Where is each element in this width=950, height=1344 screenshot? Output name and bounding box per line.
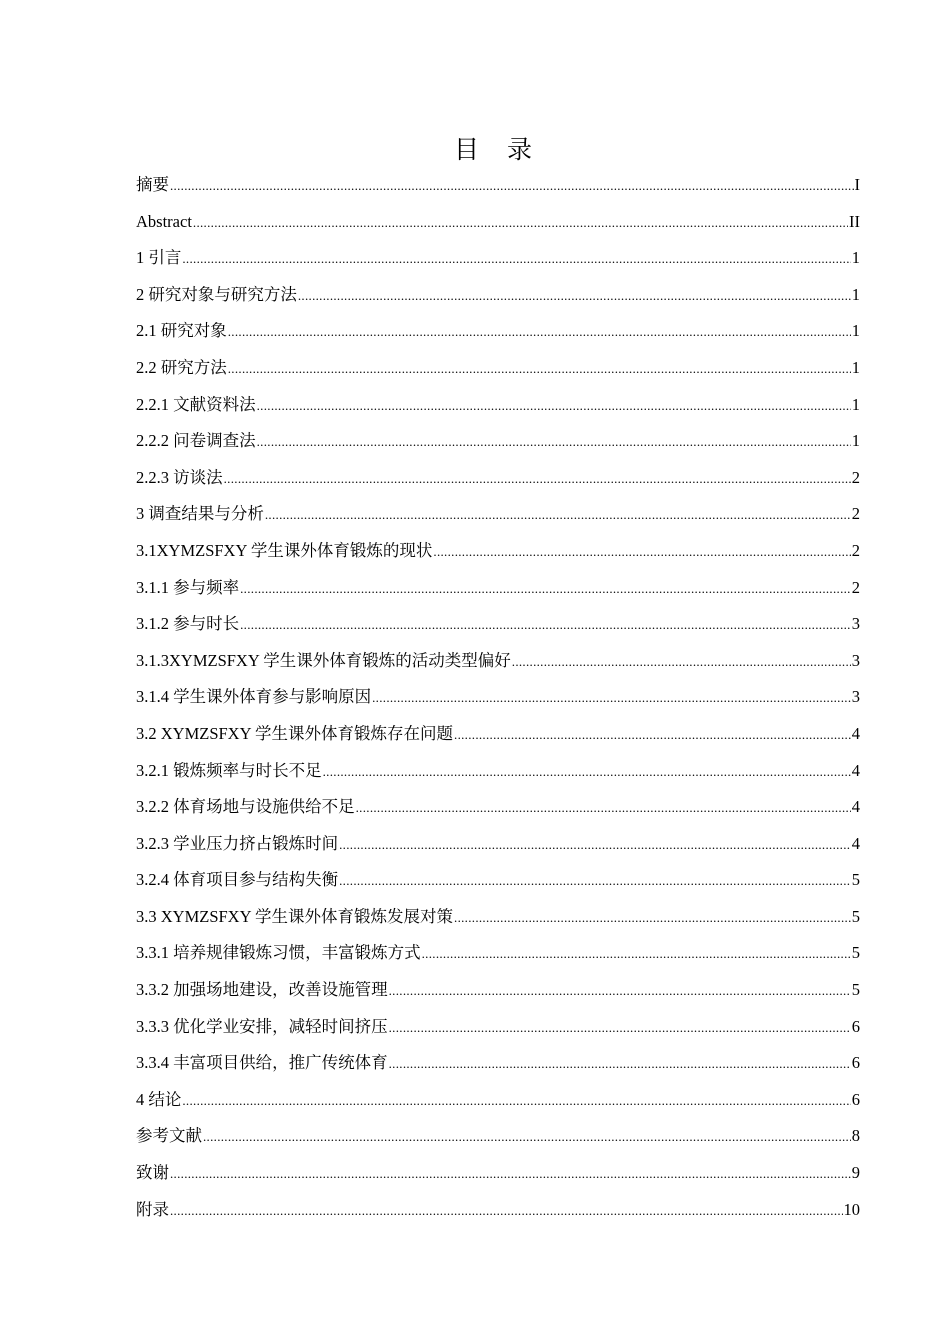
- toc-entry-page-number: 1: [851, 357, 860, 377]
- toc-leader-dots: [203, 1119, 851, 1156]
- toc-leader-dots: [422, 936, 851, 973]
- toc-entry-page-number: II: [849, 211, 860, 231]
- toc-entry-label: 3.2.2 体育场地与设施供给不足: [136, 797, 355, 817]
- toc-entry-label: 3 调查结果与分析: [136, 504, 264, 524]
- toc-leader-dots: [323, 754, 851, 791]
- toc-entry-page-number: 1: [851, 248, 860, 268]
- toc-entry[interactable]: [136, 313, 860, 350]
- toc-entry-page-number: 5: [851, 870, 860, 890]
- toc-entry-label: 1 引言: [136, 248, 182, 268]
- toc-leader-dots: [372, 680, 851, 717]
- toc-entry-label: 3.3.3 优化学业安排，减轻时间挤压: [136, 1016, 388, 1036]
- toc-entry-label: 参考文献: [136, 1126, 202, 1146]
- toc-entry[interactable]: [136, 1155, 860, 1192]
- toc-entry-label: 3.1.2 参与时长: [136, 614, 240, 634]
- toc-entry[interactable]: [136, 753, 860, 790]
- toc-entry[interactable]: [136, 350, 860, 387]
- toc-entry-label: 2.1 研究对象: [136, 321, 227, 341]
- toc-entry-page-number: 6: [851, 1053, 860, 1073]
- toc-entry[interactable]: [136, 1192, 860, 1229]
- toc-entry-page-number: 5: [851, 980, 860, 1000]
- toc-entry-page-number: 1: [851, 321, 860, 341]
- toc-entry-label: 3.2.3 学业压力挤占锻炼时间: [136, 833, 339, 853]
- toc-entry[interactable]: [136, 460, 860, 497]
- toc-entry-page-number: 5: [851, 906, 860, 926]
- toc-entry-page-number: 2: [851, 467, 860, 487]
- toc-entry-label: 2 研究对象与研究方法: [136, 284, 297, 304]
- toc-entry-label: 3.2.1 锻炼频率与时长不足: [136, 760, 322, 780]
- toc-entry-label: 4 结论: [136, 1089, 182, 1109]
- toc-leader-dots: [170, 168, 854, 205]
- toc-entry-label: 3.2 XYMZSFXY 学生课外体育锻炼存在问题: [136, 723, 454, 743]
- toc-entry-page-number: I: [854, 175, 860, 194]
- toc-entry[interactable]: [136, 789, 860, 826]
- toc-entry[interactable]: [136, 899, 860, 936]
- toc-leader-dots: [512, 644, 851, 681]
- toc-entry-page-number: 4: [851, 797, 860, 817]
- toc-leader-dots: [257, 424, 851, 461]
- toc-leader-dots: [389, 1046, 851, 1083]
- toc-entry[interactable]: [136, 167, 860, 204]
- toc-entry-page-number: 4: [851, 833, 860, 853]
- toc-entry-page-number: 4: [851, 723, 860, 743]
- toc-entry-label: 3.2.4 体育项目参与结构失衡: [136, 870, 339, 890]
- toc-entry-label: 3.3.2 加强场地建设，改善设施管理: [136, 980, 388, 1000]
- toc-entry-page-number: 8: [851, 1126, 860, 1146]
- toc-entry-page-number: 6: [851, 1089, 860, 1109]
- toc-entry[interactable]: [136, 204, 860, 241]
- toc-entry-page-number: 3: [851, 650, 860, 670]
- toc-entry-page-number: 6: [851, 1016, 860, 1036]
- toc-entry-label: 3.1.4 学生课外体育参与影响原因: [136, 687, 372, 707]
- toc-entry-label: Abstract: [136, 211, 192, 231]
- toc-leader-dots: [182, 1083, 850, 1120]
- toc-leader-dots: [257, 388, 851, 425]
- toc-leader-dots: [193, 205, 848, 242]
- toc-entry-label: 附录: [136, 1199, 169, 1219]
- toc-entry[interactable]: [136, 1082, 860, 1119]
- toc-entry[interactable]: [136, 533, 860, 570]
- toc-entry-page-number: 4: [851, 760, 860, 780]
- toc-leader-dots: [170, 1193, 843, 1230]
- toc-entry-page-number: 9: [851, 1163, 860, 1183]
- toc-entry-page-number: 1: [851, 284, 860, 304]
- toc-entry-label: 2.2 研究方法: [136, 357, 227, 377]
- toc-leader-dots: [170, 1156, 851, 1193]
- toc-entry[interactable]: [136, 716, 860, 753]
- toc-entry[interactable]: [136, 423, 860, 460]
- toc-entry[interactable]: [136, 570, 860, 607]
- toc-leader-dots: [339, 863, 851, 900]
- toc-entry-page-number: 5: [851, 943, 860, 963]
- toc-entry-label: 3.3.1 培养规律锻炼习惯，丰富锻炼方式: [136, 943, 421, 963]
- toc-entry[interactable]: [136, 1118, 860, 1155]
- toc-entry[interactable]: [136, 935, 860, 972]
- toc-entry-page-number: 2: [851, 577, 860, 597]
- toc-leader-dots: [389, 973, 851, 1010]
- toc-entry[interactable]: [136, 277, 860, 314]
- toc-entry[interactable]: [136, 606, 860, 643]
- toc-entry[interactable]: [136, 862, 860, 899]
- toc-entry-label: 3.1.1 参与频率: [136, 577, 240, 597]
- toc-entry-label: 3.1.3XYMZSFXY 学生课外体育锻炼的活动类型偏好: [136, 650, 511, 670]
- toc-entry[interactable]: [136, 1009, 860, 1046]
- toc-leader-dots: [265, 497, 851, 534]
- toc-entry-page-number: 1: [851, 394, 860, 414]
- toc-leader-dots: [454, 900, 851, 937]
- toc-title: 目 录: [454, 135, 542, 164]
- toc-entry-page-number: 10: [843, 1199, 860, 1219]
- toc-leader-dots: [356, 790, 851, 827]
- toc-leader-dots: [240, 607, 851, 644]
- toc-entry[interactable]: [136, 496, 860, 533]
- toc-entry-label: 致谢: [136, 1163, 169, 1183]
- toc-entry[interactable]: [136, 1045, 860, 1082]
- toc-entry[interactable]: [136, 679, 860, 716]
- table-of-contents: [136, 167, 860, 1228]
- toc-leader-dots: [298, 278, 851, 315]
- toc-leader-dots: [240, 571, 851, 608]
- toc-leader-dots: [339, 827, 851, 864]
- toc-leader-dots: [182, 241, 850, 278]
- toc-entry-page-number: 2: [851, 504, 860, 524]
- toc-entry[interactable]: [136, 643, 860, 680]
- toc-leader-dots: [228, 314, 851, 351]
- toc-entry-page-number: 2: [851, 540, 860, 560]
- toc-entry[interactable]: [136, 826, 860, 863]
- toc-entry-label: 3.3.4 丰富项目供给，推广传统体育: [136, 1053, 388, 1073]
- toc-leader-dots: [389, 1010, 851, 1047]
- toc-entry[interactable]: [136, 972, 860, 1009]
- toc-entry-label: 2.2.3 访谈法: [136, 467, 223, 487]
- toc-entry-page-number: 3: [851, 614, 860, 634]
- toc-entry[interactable]: [136, 240, 860, 277]
- toc-entry-label: 3.1XYMZSFXY 学生课外体育锻炼的现状: [136, 540, 433, 560]
- toc-entry-label: 2.2.2 问卷调查法: [136, 431, 256, 451]
- toc-leader-dots: [454, 717, 851, 754]
- toc-entry-label: 3.3 XYMZSFXY 学生课外体育锻炼发展对策: [136, 906, 454, 926]
- toc-leader-dots: [228, 351, 851, 388]
- toc-entry[interactable]: [136, 387, 860, 424]
- toc-leader-dots: [224, 461, 851, 498]
- toc-entry-page-number: 1: [851, 431, 860, 451]
- toc-leader-dots: [433, 534, 850, 571]
- toc-entry-label: 2.2.1 文献资料法: [136, 394, 256, 414]
- toc-entry-label: 摘要: [136, 175, 169, 194]
- toc-entry-page-number: 3: [851, 687, 860, 707]
